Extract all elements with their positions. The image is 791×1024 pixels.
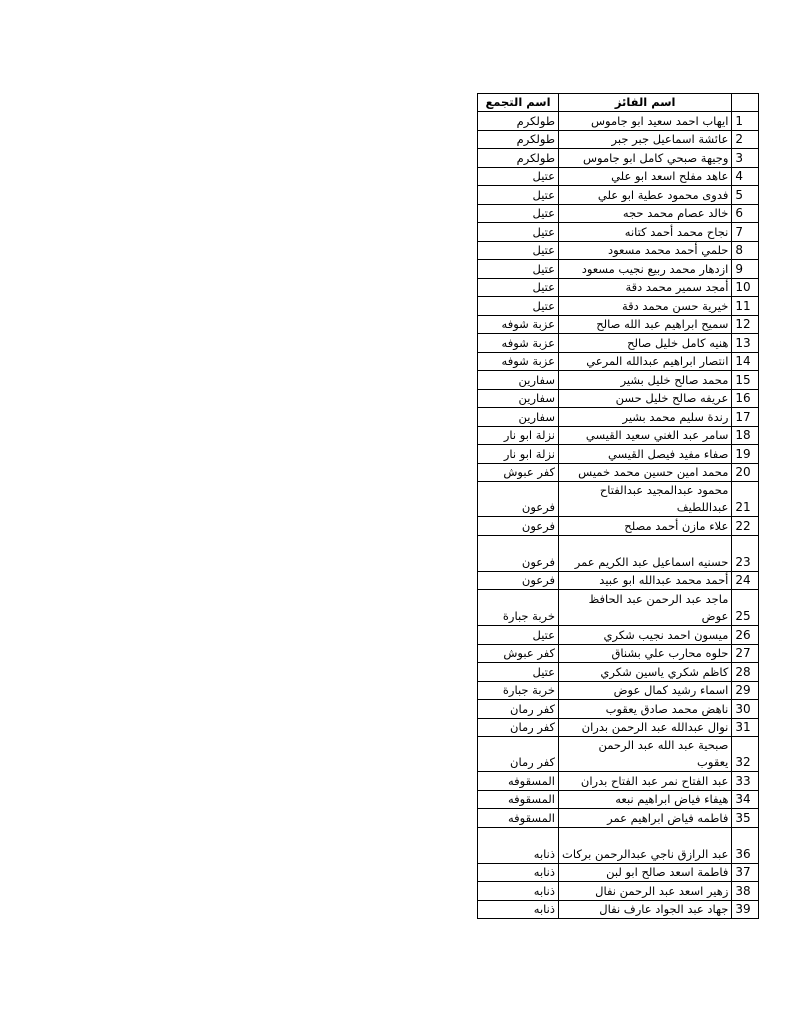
cell-group: نزلة ابو نار: [478, 445, 559, 464]
header-row: [478, 94, 759, 112]
cell-name: خيرية حسن محمد دقة: [559, 297, 732, 316]
cell-number: 23: [732, 535, 759, 571]
table-row: [478, 737, 759, 772]
table-row: [478, 863, 759, 882]
cell-number: 35: [732, 809, 759, 828]
table-body: [478, 112, 759, 919]
cell-name-line-2: عوض: [701, 609, 729, 623]
table-row: [478, 223, 759, 242]
cell-number: 33: [732, 772, 759, 791]
cell-name: فاطمه فياض ابراهيم عمر: [559, 809, 732, 828]
cell-name-line-1: صبحية عبد الله عبد الرحمن: [598, 738, 729, 752]
cell-number: 10: [732, 278, 759, 297]
cell-name: ايهاب احمد سعيد ابو جاموس: [559, 112, 732, 131]
header-group: اسم التجمع: [478, 94, 559, 112]
cell-name: عبد الفتاح نمر عبد الفتاح بدران: [559, 772, 732, 791]
table-row: [478, 371, 759, 390]
cell-group: المسقوفه: [478, 809, 559, 828]
cell-name: ناهض محمد صادق يعقوب: [559, 700, 732, 719]
cell-name: أحمد محمد عبدالله ابو عبيد: [559, 571, 732, 590]
cell-number: 38: [732, 882, 759, 901]
table-row: [478, 772, 759, 791]
cell-number: 39: [732, 900, 759, 919]
table-row: [478, 315, 759, 334]
cell-number: 3: [732, 149, 759, 168]
cell-name: فدوى محمود عطية ابو علي: [559, 186, 732, 205]
cell-name: فاطمة اسعد صالح ابو لبن: [559, 863, 732, 882]
cell-group: ذنابه: [478, 882, 559, 901]
cell-group: ذنابه: [478, 900, 559, 919]
cell-group: خربة جبارة: [478, 590, 559, 626]
table-row: [478, 167, 759, 186]
cell-name: حلوه محارب علي بشناق: [559, 644, 732, 663]
cell-number: 25: [732, 590, 759, 626]
cell-group: عتيل: [478, 626, 559, 645]
cell-group: ذنابه: [478, 827, 559, 863]
table-row: [478, 130, 759, 149]
cell-number: 37: [732, 863, 759, 882]
cell-number: 26: [732, 626, 759, 645]
cell-number: 2: [732, 130, 759, 149]
cell-group: المسقوفه: [478, 790, 559, 809]
cell-number: 21: [732, 482, 759, 517]
table-row: [478, 445, 759, 464]
table-row: [478, 352, 759, 371]
cell-name: [559, 590, 732, 626]
cell-name: هنيه كامل خليل صالح: [559, 334, 732, 353]
cell-name: نوال عبدالله عبد الرحمن بدران: [559, 718, 732, 737]
cell-number: 5: [732, 186, 759, 205]
cell-group: عتيل: [478, 278, 559, 297]
table-row: [478, 149, 759, 168]
cell-group: طولكرم: [478, 130, 559, 149]
cell-number: 8: [732, 241, 759, 260]
cell-name: [559, 482, 732, 517]
cell-number: 6: [732, 204, 759, 223]
winners-table: [477, 93, 759, 919]
cell-name: رندة سليم محمد بشير: [559, 408, 732, 427]
table-row: [478, 790, 759, 809]
cell-group: كفر رمان: [478, 718, 559, 737]
table-row: [478, 482, 759, 517]
cell-group: فرعون: [478, 517, 559, 536]
cell-name: هيفاء فياض ابراهيم نبعه: [559, 790, 732, 809]
cell-name: جهاد عبد الجواد عارف نفال: [559, 900, 732, 919]
table-row: [478, 882, 759, 901]
table-row: [478, 241, 759, 260]
cell-name: حسنيه اسماعيل عبد الكريم عمر: [559, 535, 732, 571]
table-row: [478, 517, 759, 536]
table-row: [478, 681, 759, 700]
cell-group: عتيل: [478, 663, 559, 682]
table-row: [478, 644, 759, 663]
table-row: [478, 809, 759, 828]
cell-number: 1: [732, 112, 759, 131]
cell-group: فرعون: [478, 571, 559, 590]
table-row: [478, 700, 759, 719]
cell-group: سفارين: [478, 408, 559, 427]
cell-group: كفر رمان: [478, 737, 559, 772]
table-row: [478, 426, 759, 445]
cell-number: 14: [732, 352, 759, 371]
cell-number: 22: [732, 517, 759, 536]
cell-number: 15: [732, 371, 759, 390]
cell-number: 20: [732, 463, 759, 482]
cell-number: 11: [732, 297, 759, 316]
cell-number: 34: [732, 790, 759, 809]
cell-name: زهير اسعد عبد الرحمن نفال: [559, 882, 732, 901]
cell-name-line-1: محمود عبدالمجيد عبدالفتاح: [599, 483, 729, 497]
cell-name: عاهد مفلح اسعد ابو علي: [559, 167, 732, 186]
cell-name: اسماء رشيد كمال عوض: [559, 681, 732, 700]
cell-number: 30: [732, 700, 759, 719]
header-num: [732, 94, 759, 112]
cell-group: فرعون: [478, 535, 559, 571]
cell-number: 19: [732, 445, 759, 464]
cell-group: عتيل: [478, 241, 559, 260]
cell-name: وجيهة صبحي كامل ابو جاموس: [559, 149, 732, 168]
cell-name: [559, 737, 732, 772]
table-row: [478, 463, 759, 482]
cell-group: سفارين: [478, 371, 559, 390]
cell-name: محمد امين حسين محمد خميس: [559, 463, 732, 482]
table-row: [478, 827, 759, 863]
cell-number: 29: [732, 681, 759, 700]
cell-group: طولكرم: [478, 112, 559, 131]
cell-group: كفر رمان: [478, 700, 559, 719]
cell-name: علاء مازن أحمد مصلح: [559, 517, 732, 536]
cell-name: عريفه صالح خليل حسن: [559, 389, 732, 408]
cell-name: صفاء مفيد فيصل القيسي: [559, 445, 732, 464]
cell-group: المسقوفه: [478, 772, 559, 791]
cell-number: 32: [732, 737, 759, 772]
cell-group: عتيل: [478, 297, 559, 316]
cell-group: ذنابه: [478, 863, 559, 882]
cell-name: أمجد سمير محمد دقة: [559, 278, 732, 297]
cell-name: ميسون احمد نجيب شكري: [559, 626, 732, 645]
cell-group: سفارين: [478, 389, 559, 408]
cell-number: 16: [732, 389, 759, 408]
table-row: [478, 112, 759, 131]
cell-number: 17: [732, 408, 759, 427]
cell-name: انتصار ابراهيم عبدالله المرعي: [559, 352, 732, 371]
table-row: [478, 718, 759, 737]
cell-name-line-2: عبداللطيف: [676, 500, 729, 514]
table-row: [478, 900, 759, 919]
cell-name: حلمي أحمد محمد مسعود: [559, 241, 732, 260]
cell-group: طولكرم: [478, 149, 559, 168]
header-name: اسم الفائز: [559, 94, 732, 112]
cell-group: عزبة شوفه: [478, 315, 559, 334]
cell-group: عتيل: [478, 167, 559, 186]
cell-name: سامر عبد الغني سعيد القيسي: [559, 426, 732, 445]
cell-name: محمد صالح خليل بشير: [559, 371, 732, 390]
cell-name: عبد الرازق ناجي عبدالرحمن بركات: [559, 827, 732, 863]
table-row: [478, 408, 759, 427]
cell-number: 28: [732, 663, 759, 682]
table-row: [478, 663, 759, 682]
table-row: [478, 297, 759, 316]
cell-number: 4: [732, 167, 759, 186]
cell-name: ازدهار محمد ربيع نجيب مسعود: [559, 260, 732, 279]
cell-number: 12: [732, 315, 759, 334]
cell-group: عزبة شوفه: [478, 334, 559, 353]
cell-name: خالد عصام محمد حجه: [559, 204, 732, 223]
table-row: [478, 590, 759, 626]
cell-group: خربة جبارة: [478, 681, 559, 700]
table-row: [478, 334, 759, 353]
cell-group: عتيل: [478, 186, 559, 205]
cell-group: عزبة شوفه: [478, 352, 559, 371]
cell-number: 7: [732, 223, 759, 242]
table-row: [478, 186, 759, 205]
table-row: [478, 278, 759, 297]
cell-group: كفر عبوش: [478, 463, 559, 482]
cell-number: 24: [732, 571, 759, 590]
cell-number: 13: [732, 334, 759, 353]
table-row: [478, 204, 759, 223]
cell-number: 9: [732, 260, 759, 279]
cell-group: عتيل: [478, 260, 559, 279]
cell-group: عتيل: [478, 204, 559, 223]
table-row: [478, 571, 759, 590]
cell-name-line-2: يعقوب: [697, 755, 729, 769]
cell-name: عائشة اسماعيل جبر جبر: [559, 130, 732, 149]
cell-group: عتيل: [478, 223, 559, 242]
cell-name: كاظم شكري ياسين شكري: [559, 663, 732, 682]
cell-number: 36: [732, 827, 759, 863]
cell-number: 31: [732, 718, 759, 737]
table-row: [478, 260, 759, 279]
cell-group: نزلة ابو نار: [478, 426, 559, 445]
cell-group: كفر عبوش: [478, 644, 559, 663]
cell-name-line-1: ماجد عبد الرحمن عبد الحافظ: [588, 592, 729, 606]
cell-group: فرعون: [478, 482, 559, 517]
cell-number: 27: [732, 644, 759, 663]
cell-number: 18: [732, 426, 759, 445]
cell-name: سميح ابراهيم عبد الله صالح: [559, 315, 732, 334]
cell-name: نجاح محمد أحمد كتانه: [559, 223, 732, 242]
table-row: [478, 626, 759, 645]
table-row: [478, 389, 759, 408]
table-row: [478, 535, 759, 571]
